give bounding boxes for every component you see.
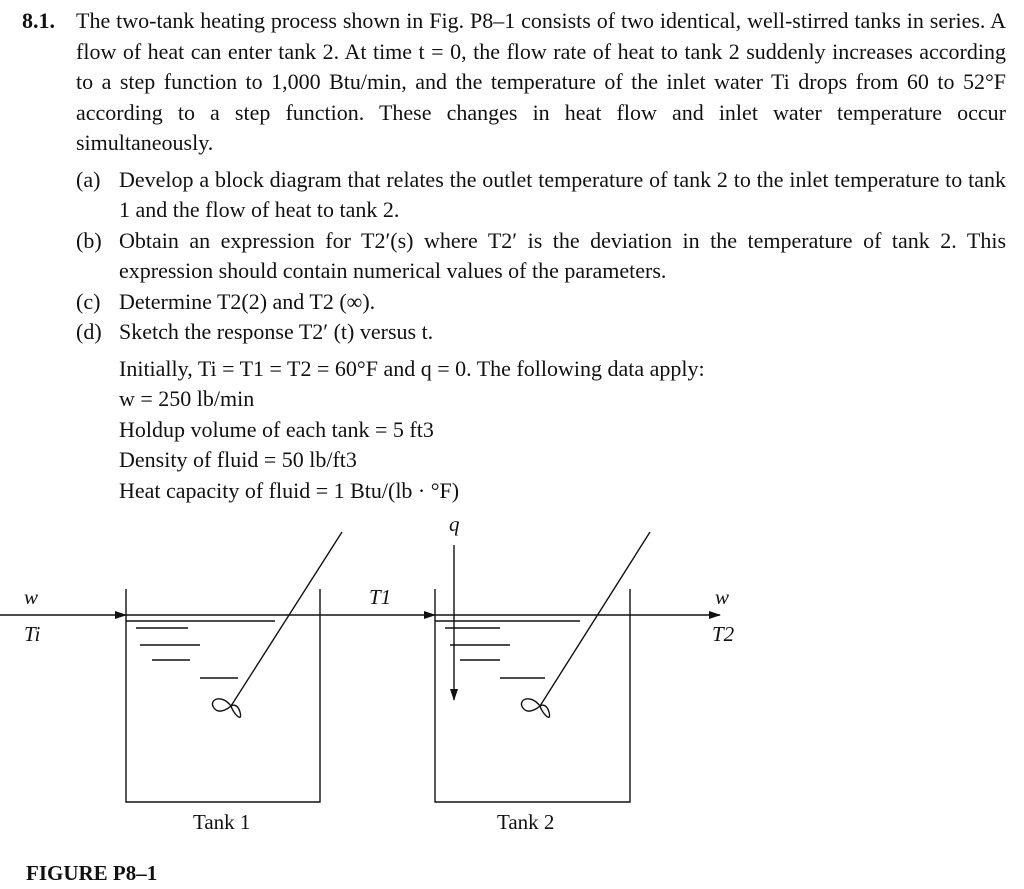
data-line-flow: w = 250 lb/min bbox=[119, 386, 255, 411]
two-tank-figure bbox=[0, 520, 1024, 860]
ti-label: Ti bbox=[24, 622, 41, 646]
part-d-label: (d) bbox=[76, 319, 102, 344]
part-a-label: (a) bbox=[76, 166, 101, 192]
tank-2-agitator-shaft bbox=[540, 532, 650, 706]
q-label: q bbox=[449, 520, 460, 536]
part-a bbox=[76, 165, 1006, 226]
figure-caption: FIGURE P8–1 bbox=[26, 861, 158, 885]
part-c bbox=[76, 287, 1006, 318]
problem-statement: The two-tank heating process shown in Fig. P8–1 consists of two identical, well-stirred tanks in series. A flow of heat can enter tank 2. At time t = 0, the flow rate of heat to tank 2 suddenly increases according to a step function to 1,000 Btu/min, and the temperature of the inlet water Ti drops from 60 to 52°F according to a step function. These changes in heat flow and inlet water temperature occur simultaneously. bbox=[76, 8, 1006, 155]
part-d-text: Sketch the response T2′ (t) versus t. bbox=[119, 319, 434, 344]
part-b-label: (b) bbox=[76, 227, 102, 253]
part-d bbox=[76, 317, 1006, 348]
data-line-heat-capacity: Heat capacity of fluid = 1 Btu/(lb · °F) bbox=[119, 477, 460, 503]
problem-8-1 bbox=[22, 6, 1006, 506]
given-data bbox=[119, 354, 1006, 507]
t1-label: T1 bbox=[369, 585, 392, 609]
data-line-volume: Holdup volume of each tank = 5 ft3 bbox=[119, 416, 434, 442]
problem-number: 8.1. bbox=[22, 8, 55, 33]
part-b bbox=[76, 226, 1006, 287]
t2-label: T2 bbox=[712, 622, 735, 646]
part-c-text: Determine T2(2) and T2 (∞). bbox=[119, 288, 376, 314]
tank-1-label: Tank 1 bbox=[193, 810, 251, 834]
part-a-text: Develop a block diagram that relates the outlet temperature of tank 2 to the inlet temperature to tank 1 and the flow of heat to tank 2. bbox=[119, 166, 1006, 222]
tank-2-label: Tank 2 bbox=[497, 810, 555, 834]
problem-parts bbox=[76, 165, 1006, 348]
tank-2-liquid-surface bbox=[435, 615, 630, 678]
data-line-initial: Initially, Ti = T1 = T2 = 60°F and q = 0. The following data apply: bbox=[119, 355, 705, 381]
tank-1-impeller bbox=[212, 699, 240, 718]
w-out-label: w bbox=[715, 585, 730, 609]
part-b-text: Obtain an expression for T2′(s) where T2′ is the deviation in the temperature of tank 2. This expression should contain numerical values of the parameters. bbox=[119, 227, 1006, 283]
tank-1-liquid-surface bbox=[126, 615, 320, 678]
w-in-label: w bbox=[24, 585, 39, 609]
tank-2-impeller bbox=[521, 699, 549, 718]
data-line-density: Density of fluid = 50 lb/ft3 bbox=[119, 447, 357, 472]
part-c-label: (c) bbox=[76, 288, 101, 314]
tank-1-agitator-shaft bbox=[231, 532, 342, 706]
